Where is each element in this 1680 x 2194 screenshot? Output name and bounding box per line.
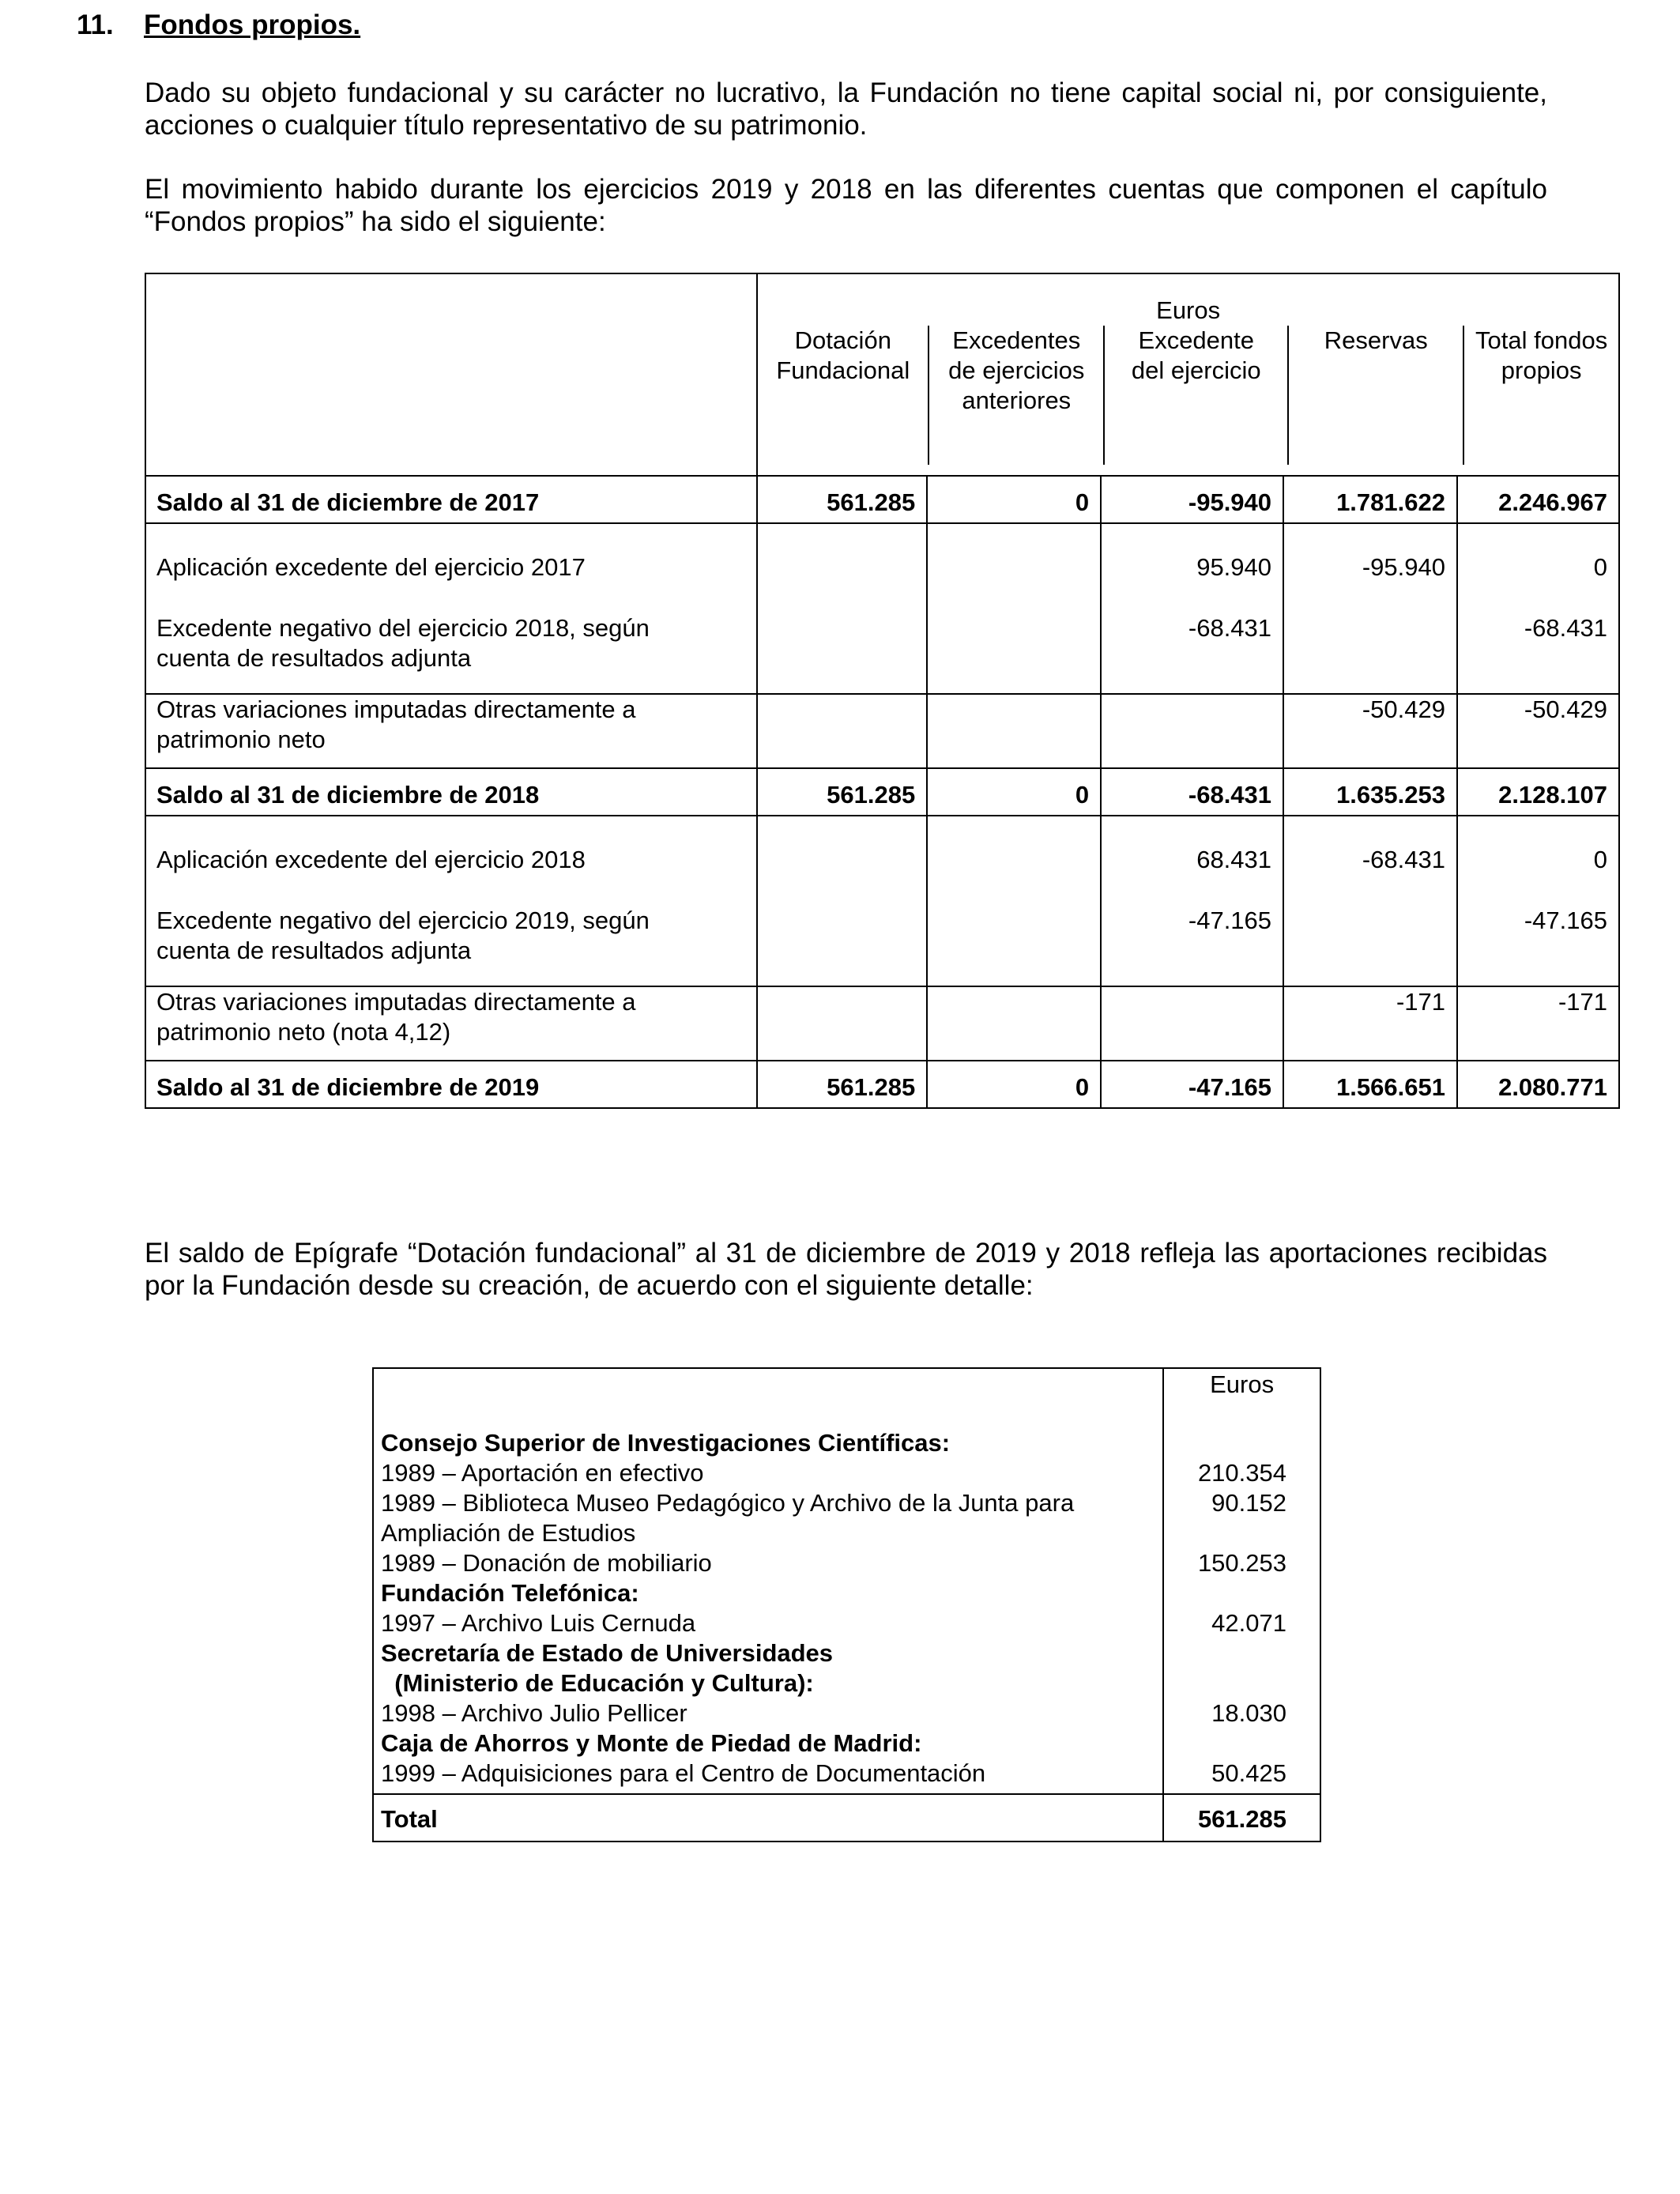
header-blank-cell bbox=[145, 273, 757, 476]
section-heading bbox=[77, 9, 360, 41]
paragraph-movement: El movimiento habido durante los ejercicios 2019 y 2018 en las diferentes cuentas que componen el capítulo “Fondos propios” ha sido el siguiente: bbox=[145, 174, 1547, 237]
paragraph-intro: Dado su objeto fundacional y su carácter no lucrativo, la Fundación no tiene capital social ni, por consiguiente, acciones o cualquier título representativo de su patrimonio. bbox=[145, 77, 1547, 141]
header-euros-group bbox=[757, 273, 1619, 476]
t2-value bbox=[1164, 1638, 1286, 1668]
col-header-dotacion: Dotación Fundacional bbox=[758, 326, 929, 465]
t2-value bbox=[1164, 1518, 1286, 1548]
t2-value bbox=[1164, 1668, 1286, 1698]
col-header-excedentes-anteriores: Excedentes de ejercicios anteriores bbox=[929, 326, 1105, 465]
t2-value: 18.030 bbox=[1211, 1699, 1286, 1727]
t2-value bbox=[1164, 1578, 1286, 1608]
t2-value: 90.152 bbox=[1211, 1489, 1286, 1517]
section-title: Fondos propios. bbox=[144, 9, 361, 40]
row-excedente-2018: Excedente negativo del ejercicio 2018, según cuenta de resultados adjunta -68.431 -68.431 bbox=[145, 585, 1619, 694]
t2-line: Secretaría de Estado de Universidades bbox=[381, 1639, 834, 1667]
col-header-reservas: Reservas bbox=[1289, 326, 1464, 465]
t2-line: Fundación Telefónica: bbox=[381, 1579, 639, 1607]
t2-lines bbox=[373, 1428, 1163, 1794]
equity-movement-table bbox=[145, 273, 1620, 1109]
t2-line: 1999 – Adquisiciones para el Centro de Documentación bbox=[381, 1759, 986, 1787]
row-excedente-2019: Excedente negativo del ejercicio 2019, según cuenta de resultados adjunta -47.165 -47.165 bbox=[145, 877, 1619, 986]
t2-line: 1989 – Biblioteca Museo Pedagógico y Archivo de la Junta para bbox=[381, 1489, 1075, 1517]
t2-line: 1989 – Donación de mobiliario bbox=[381, 1549, 712, 1577]
section-number: 11. bbox=[77, 9, 114, 40]
t2-line: (Ministerio de Educación y Cultura): bbox=[381, 1669, 814, 1697]
row-otras-variaciones-2018: Otras variaciones imputadas directamente a patrimonio neto -50.429 -50.429 bbox=[145, 694, 1619, 768]
header-euros: Euros bbox=[1156, 296, 1221, 324]
endowment-detail-table bbox=[372, 1367, 1321, 1842]
t2-line: Consejo Superior de Investigaciones Científicas: bbox=[381, 1429, 951, 1457]
balance-row-2017: Saldo al 31 de diciembre de 2017 561.285 0 -95.940 1.781.622 2.246.967 bbox=[145, 476, 1619, 523]
t2-total-row bbox=[373, 1794, 1320, 1842]
t2-values bbox=[1163, 1428, 1320, 1794]
row-aplicacion-2018: Aplicación excedente del ejercicio 2018 68.431 -68.431 0 bbox=[145, 816, 1619, 877]
t2-line: 1989 – Aportación en efectivo bbox=[381, 1459, 704, 1487]
paragraph-dotacion: El saldo de Epígrafe “Dotación fundacional” al 31 de diciembre de 2019 y 2018 refleja las aportaciones recibidas por la Fundación desde su creación, de acuerdo con el siguiente detalle: bbox=[145, 1238, 1547, 1301]
t2-line: 1998 – Archivo Julio Pellicer bbox=[381, 1699, 687, 1727]
t2-value bbox=[1164, 1428, 1286, 1458]
t2-value: 150.253 bbox=[1197, 1549, 1286, 1577]
col-header-excedente-ejercicio: Excedente del ejercicio bbox=[1105, 326, 1289, 465]
row-aplicacion-2017: Aplicación excedente del ejercicio 2017 95.940 -95.940 0 bbox=[145, 523, 1619, 585]
t2-header-euros: Euros bbox=[1163, 1368, 1320, 1428]
t2-value: 50.425 bbox=[1211, 1759, 1286, 1787]
t2-total-label: Total bbox=[373, 1794, 1163, 1842]
t2-total-value: 561.285 bbox=[1163, 1794, 1320, 1842]
t2-value bbox=[1164, 1728, 1286, 1759]
t2-line: Caja de Ahorros y Monte de Piedad de Madrid: bbox=[381, 1729, 922, 1757]
t2-line: Ampliación de Estudios bbox=[381, 1519, 636, 1547]
balance-row-2019: Saldo al 31 de diciembre de 2019 561.285 0 -47.165 1.566.651 2.080.771 bbox=[145, 1061, 1619, 1108]
t2-value: 42.071 bbox=[1211, 1609, 1286, 1637]
t2-header-blank bbox=[373, 1368, 1163, 1428]
col-header-total: Total fondos propios bbox=[1475, 326, 1608, 384]
balance-row-2018: Saldo al 31 de diciembre de 2018 561.285 0 -68.431 1.635.253 2.128.107 bbox=[145, 768, 1619, 816]
t2-value: 210.354 bbox=[1197, 1459, 1286, 1487]
t2-line: 1997 – Archivo Luis Cernuda bbox=[381, 1609, 696, 1637]
row-otras-variaciones-2019: Otras variaciones imputadas directamente a patrimonio neto (nota 4,12) -171 -171 bbox=[145, 986, 1619, 1061]
